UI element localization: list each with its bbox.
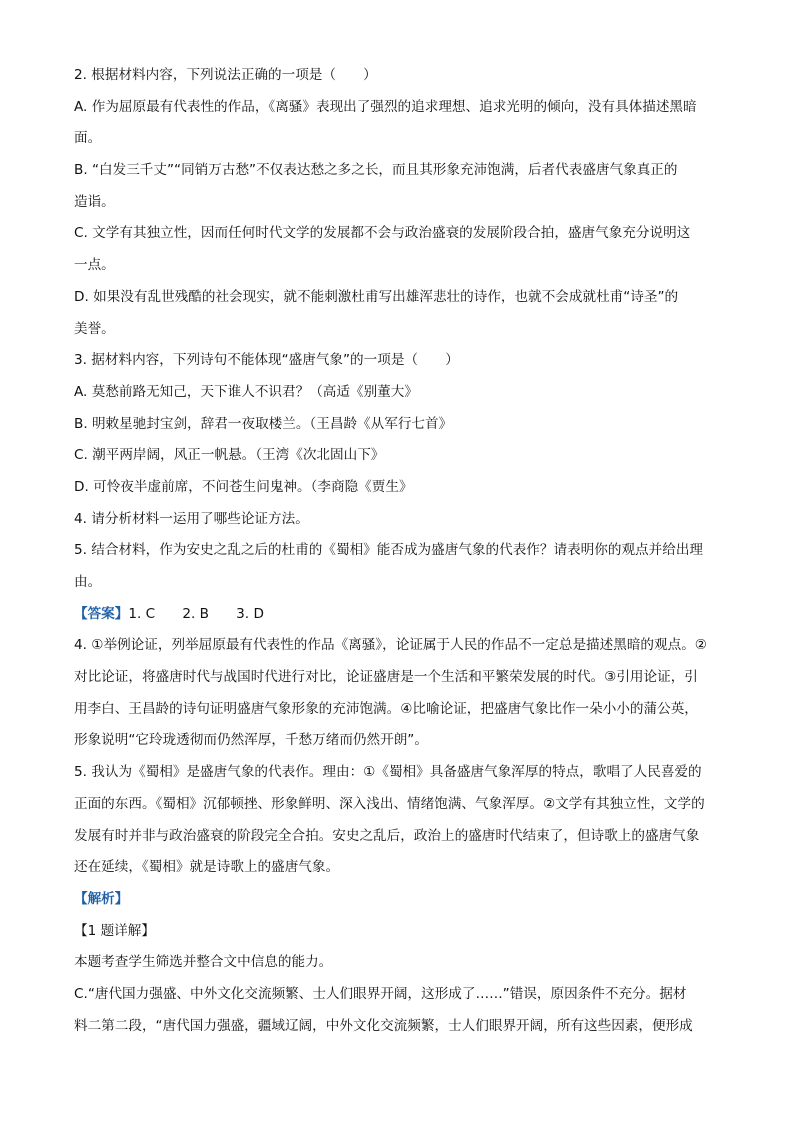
answer-tag: 【答案】	[74, 605, 129, 622]
question-2-option-d: D. 如果没有乱世残酷的社会现实，就不能刺激杜甫写出雄浑悲壮的诗作，也就不会成就杜甫“诗圣”的	[74, 288, 679, 305]
answer-5-line-3: 发展有时并非与政治盛衰的阶段完全合拍。安史之乱后，政治上的盛唐时代结束了，但诗歌上的盛唐气象	[74, 827, 700, 844]
question-3-option-c: C. 潮平两岸阔，风正一帆悬。（王湾《次北固山下》	[74, 447, 385, 464]
question-3-option-b: B. 明敕星驰封宝剑，辞君一夜取楼兰。（王昌龄《从军行七首》	[74, 415, 453, 432]
answer-4-line-4: 形象说明“它玲珑透彻而仍然浑厚，千愁万绪而仍然开朗”。	[74, 732, 428, 749]
analysis-line-3: 料二第二段，“唐代国力强盛，疆域辽阔，中外文化交流频繁，士人们眼界开阔，所有这些因素，便形成	[74, 1017, 693, 1034]
question-2-option-d-cont: 美誉。	[74, 320, 115, 337]
answer-choices: 1. C 2. B 3. D	[128, 605, 264, 622]
question-2-option-c-cont: 一点。	[74, 257, 115, 274]
question-2-option-b: B. “白发三千丈”“同销万古愁”不仅表达愁之多之长，而且其形象充沛饱满，后者代表盛唐气象真正的	[74, 162, 678, 179]
analysis-line-1: 本题考查学生筛选并整合文中信息的能力。	[74, 954, 333, 971]
question-2-option-c: C. 文学有其独立性，因而任何时代文学的发展都不会与政治盛衰的发展阶段合拍，盛唐气象充分说明这	[74, 225, 691, 242]
document-content	[74, 64, 724, 1046]
question-3-stem: 3. 据材料内容，下列诗句不能体现“盛唐气象”的一项是（ ）	[74, 352, 459, 369]
question-2-option-a-cont: 面。	[74, 130, 102, 147]
answer-4-line-2: 对比论证，将盛唐时代与战国时代进行对比，论证盛唐是一个生活和平繁荣发展的时代。③引用论证，引	[74, 669, 698, 686]
answer-4-line-3: 用李白、王昌龄的诗句证明盛唐气象形象的充沛饱满。④比喻论证，把盛唐气象比作一朵小小的蒲公英，	[74, 700, 698, 717]
answer-5-line-4: 还在延续，《蜀相》就是诗歌上的盛唐气象。	[74, 859, 340, 876]
answer-5-line-2: 正面的东西。《蜀相》沉郁顿挫、形象鲜明、深入浅出、情绪饱满、气象浑厚。②文学有其独立性，文学的	[74, 795, 705, 812]
analysis-line-2: C.“唐代国力强盛、中外文化交流频繁、士人们眼界开阔，这形成了……”错误，原因条件不充分。据材	[74, 985, 687, 1002]
answer-row	[74, 603, 724, 635]
question-3-option-a: A. 莫愁前路无知己，天下谁人不识君？（高适《别董大》	[74, 383, 418, 400]
question-3-option-d: D. 可怜夜半虚前席，不问苍生问鬼神。（李商隐《贾生》	[74, 478, 413, 495]
question-5-stem-cont: 由。	[74, 574, 102, 590]
question-5-stem: 5. 结合材料，作为安史之乱之后的杜甫的《蜀相》能否成为盛唐气象的代表作？请表明你的观点并给出理	[74, 542, 704, 559]
question-2-option-b-cont: 造诣。	[74, 193, 115, 210]
question-2-option-a: A. 作为屈原最有代表性的作品，《离骚》表现出了强烈的追求理想、追求光明的倾向，没有具体描述黑暗	[74, 98, 697, 115]
analysis-tag: 【解析】	[74, 890, 129, 907]
answer-4-line-1: 4. ①举例论证，列举屈原最有代表性的作品《离骚》，论证属于人民的作品不一定总是描述黑暗的观点。②	[74, 637, 707, 654]
question-2-stem: 2. 根据材料内容，下列说法正确的一项是（ ）	[74, 67, 377, 83]
question-4-stem: 4. 请分析材料一运用了哪些论证方法。	[74, 510, 309, 527]
answer-5-line-1: 5. 我认为《蜀相》是盛唐气象的代表作。理由：①《蜀相》具备盛唐气象浑厚的特点，歌唱了人民喜爱的	[74, 764, 702, 781]
detail-tag: 【1 题详解】	[74, 922, 155, 939]
